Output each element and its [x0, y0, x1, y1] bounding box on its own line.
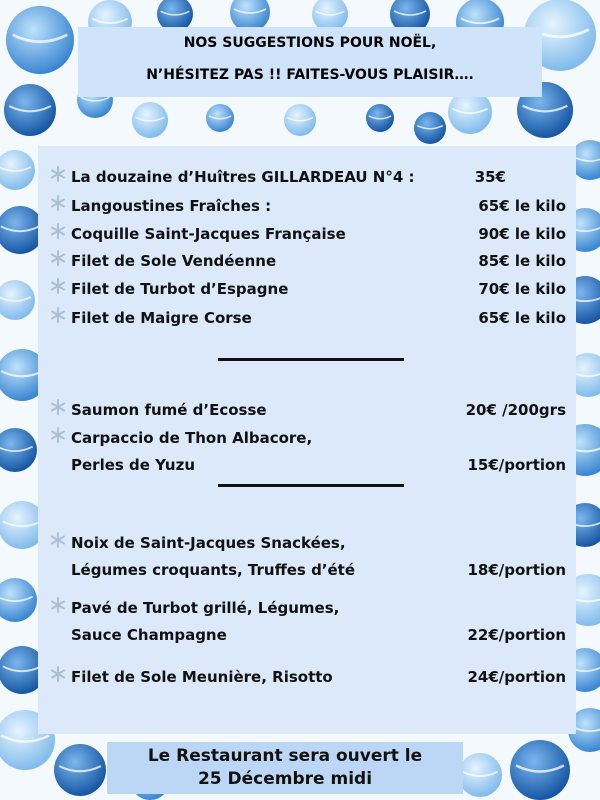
item-name: Noix de Saint-Jacques Snackées,	[71, 534, 346, 552]
christmas-ornament-icon	[284, 104, 316, 136]
item-name: Filet de Sole Meunière, Risotto	[71, 668, 333, 686]
opening-notice-line-1: Le Restaurant sera ouvert le	[147, 746, 423, 766]
christmas-ornament-icon	[54, 744, 106, 796]
snowflake-icon	[50, 250, 66, 266]
snowflake-icon	[50, 597, 66, 613]
section-divider	[218, 484, 404, 487]
item-price: 18€/portion	[467, 561, 566, 579]
item-name: Coquille Saint-Jacques Française	[71, 225, 346, 243]
christmas-ornament-icon	[510, 740, 570, 800]
opening-notice-line-2: 25 Décembre midi	[197, 769, 373, 789]
header-line-2: N’HÉSITEZ PAS !! FAITES-VOUS PLAISIR….	[146, 67, 474, 83]
snowflake-icon	[50, 166, 66, 182]
header-banner	[78, 27, 542, 97]
item-name-line-2: Sauce Champagne	[71, 626, 227, 644]
item-price: 85€ le kilo	[478, 252, 566, 270]
header-line-1: NOS SUGGESTIONS POUR NOËL,	[183, 35, 437, 51]
snowflake-icon	[50, 399, 66, 415]
item-price: 65€ le kilo	[478, 309, 566, 327]
item-name: Filet de Sole Vendéenne	[71, 252, 277, 270]
snowflake-icon	[50, 427, 66, 443]
snowflake-icon	[50, 278, 66, 294]
item-name: Filet de Maigre Corse	[71, 309, 252, 327]
item-name: Carpaccio de Thon Albacore,	[71, 429, 313, 447]
item-price: 15€/portion	[467, 456, 566, 474]
christmas-ornament-icon	[4, 84, 56, 136]
item-price: 90€ le kilo	[478, 225, 566, 243]
item-price: 22€/portion	[467, 626, 566, 644]
item-name-line-2: Légumes croquants, Truffes d’été	[71, 561, 356, 579]
item-price: 20€ /200grs	[465, 401, 566, 419]
item-name: Filet de Turbot d’Espagne	[71, 280, 289, 298]
christmas-ornament-icon	[458, 753, 502, 797]
snowflake-icon	[50, 307, 66, 323]
section-divider	[218, 358, 404, 361]
christmas-ornament-icon	[132, 102, 168, 138]
item-name: Pavé de Turbot grillé, Légumes,	[71, 599, 340, 617]
item-price: 35€	[474, 168, 506, 186]
item-name-line-2: Perles de Yuzu	[71, 456, 196, 474]
item-price: 65€ le kilo	[478, 197, 566, 215]
item-name: La douzaine d’Huîtres GILLARDEAU N°4 :	[71, 168, 415, 186]
christmas-ornament-icon	[6, 6, 74, 74]
opening-notice	[107, 742, 463, 794]
item-name: Langoustines Fraîches :	[71, 197, 272, 215]
item-name: Saumon fumé d’Ecosse	[71, 401, 267, 419]
snowflake-icon	[50, 666, 66, 682]
item-price: 70€ le kilo	[478, 280, 566, 298]
item-price: 24€/portion	[467, 668, 566, 686]
snowflake-icon	[50, 532, 66, 548]
snowflake-icon	[50, 223, 66, 239]
christmas-ornament-icon	[414, 112, 446, 144]
snowflake-icon	[50, 195, 66, 211]
